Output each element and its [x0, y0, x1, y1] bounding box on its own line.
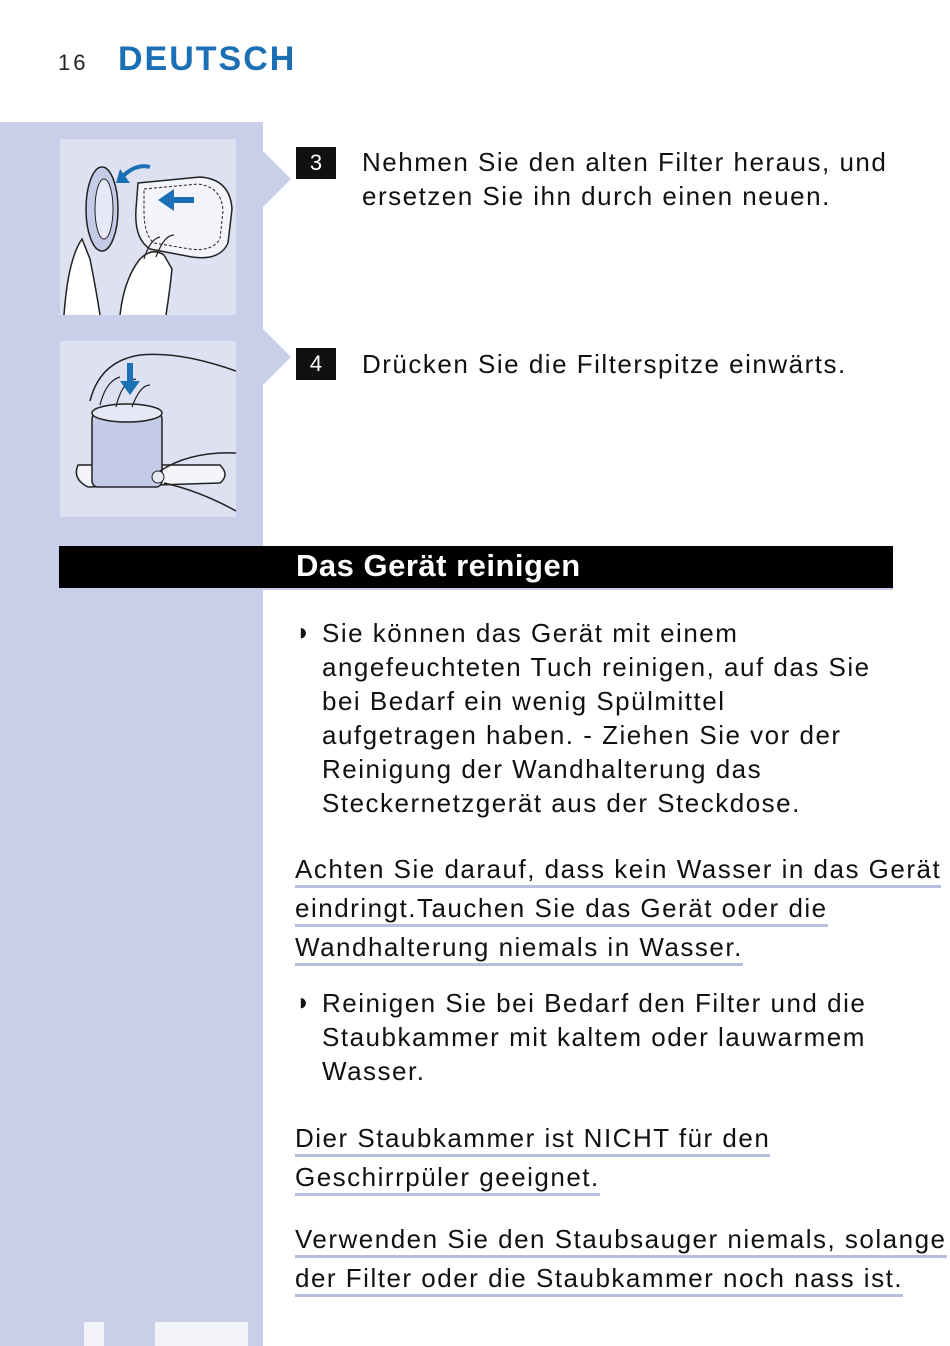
page-number: 16 — [58, 50, 89, 75]
filter-replace-icon — [60, 139, 236, 315]
section-title: Das Gerät reinigen — [296, 548, 581, 583]
warning-water — [295, 852, 941, 969]
step-text-4: Drücken Sie die Filterspitze einwärts. — [362, 349, 847, 379]
warning-line: der Filter oder die Staubkammer noch nass ist. — [295, 1263, 903, 1297]
step-number-3: 3 — [296, 147, 336, 179]
warning-dishwasher — [295, 1121, 770, 1199]
bullet-text-filter: Reinigen Sie bei Bedarf den Filter und die Staubkammer mit kaltem oder lauwarmem Wasser. — [322, 988, 867, 1086]
warning-line: Achten Sie darauf, dass kein Wasser in das Gerät — [295, 854, 941, 888]
callout-notch — [263, 329, 291, 385]
footer-mark — [155, 1322, 248, 1346]
warning-line: Dier Staubkammer ist NICHT für den — [295, 1123, 770, 1157]
bullet-text-cleaning: Sie können das Gerät mit einem angefeuchteten Tuch reinigen, auf das Sie bei Bedarf ein wenig Spülmittel aufgetragen haben. - Ziehen Sie vor der Reinigung der Wandhalterung das Steckernetzgerät aus der Steckdose. — [322, 618, 871, 818]
warning-line: Wandhalterung niemals in Wasser. — [295, 932, 743, 966]
footer-mark — [84, 1322, 104, 1346]
warning-line: Verwenden Sie den Staubsauger niemals, solange — [295, 1224, 947, 1258]
filter-tip-illustration — [60, 341, 236, 517]
bullet-icon: ◗ — [296, 619, 311, 646]
filter-tip-press-icon — [60, 341, 236, 517]
callout-notch — [263, 151, 291, 207]
language-title: DEUTSCH — [118, 40, 297, 78]
warning-line: Geschirrpüler geeignet. — [295, 1162, 600, 1196]
step-number-4: 4 — [296, 348, 336, 380]
step-text-3: Nehmen Sie den alten Filter heraus, und ersetzen Sie ihn durch einen neuen. — [362, 147, 888, 211]
warning-wet-filter — [295, 1222, 947, 1300]
warning-line: eindringt.Tauchen Sie das Gerät oder die — [295, 893, 828, 927]
bullet-icon: ◗ — [296, 989, 311, 1016]
filter-replace-illustration — [60, 139, 236, 315]
